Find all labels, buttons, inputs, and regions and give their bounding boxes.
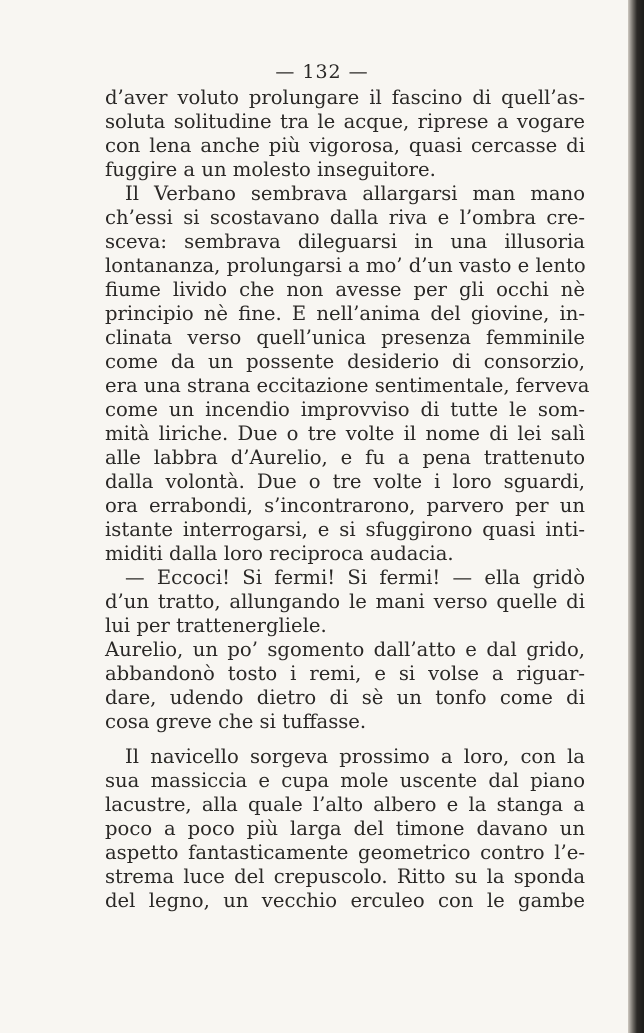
text-line: Il navicello sorgeva prossimo a loro, con la (125, 745, 585, 768)
text-line: aspetto fantasticamente geometrico contro l’e- (105, 841, 585, 864)
text-line: come da un possente desiderio di consorzio, (105, 350, 585, 373)
text-line: alle labbra d’Aurelio, e fu a pena trattenuto (105, 446, 585, 469)
text-line: clinata verso quell’unica presenza femminile (105, 326, 585, 349)
text-line: lontananza, prolungarsi a mo’ d’un vasto e lento (105, 254, 586, 277)
page-text-block (105, 86, 590, 913)
text-line: come un incendio improvviso di tutte le som- (105, 398, 585, 421)
page-number: — 132 — (275, 61, 369, 83)
text-line: d’aver voluto prolungare il fascino di quell’as- (105, 86, 585, 109)
text-line: principio nè fine. E nell’anima del giovine, in- (105, 302, 585, 325)
text-line: poco a poco più larga del timone davano un (105, 817, 585, 840)
text-line: sceva: sembrava dileguarsi in una illusoria (105, 230, 585, 253)
text-line: abbandonò tosto i remi, e si volse a riguar- (105, 662, 585, 685)
text-line: dalla volontà. Due o tre volte i loro sguardi, (105, 470, 585, 493)
text-line: d’un tratto, allungando le mani verso quelle di (105, 590, 585, 613)
text-line: lui per trattenergliele. (105, 614, 327, 637)
text-line: Aurelio, un po’ sgomento dall’atto e dal grido, (105, 638, 585, 661)
text-line: — Eccoci! Si fermi! Si fermi! — ella gridò (125, 566, 585, 589)
text-line: del legno, un vecchio erculeo con le gambe (105, 889, 585, 912)
text-line: lacustre, alla quale l’alto albero e la stanga a (105, 793, 585, 816)
text-line: Il Verbano sembrava allargarsi man mano (125, 182, 585, 205)
page-spine-shadow (628, 0, 644, 1033)
text-line: fiume livido che non avesse per gli occhi nè (105, 278, 585, 301)
text-line: era una strana eccitazione sentimentale, ferveva (105, 374, 590, 397)
text-line: cosa greve che si tuffasse. (105, 710, 367, 733)
text-line: ch’essi si scostavano dalla riva e l’ombra cre- (105, 206, 585, 229)
text-line: miditi dalla loro reciproca audacia. (105, 542, 454, 565)
paragraph-gap (105, 734, 585, 745)
text-line: con lena anche più vigorosa, quasi cercasse di (105, 134, 585, 157)
text-line: ora errabondi, s’incontrarono, parvero per un (105, 494, 585, 517)
text-line: istante interrogarsi, e si sfuggirono quasi inti- (105, 518, 585, 541)
text-line: mità liriche. Due o tre volte il nome di lei salì (105, 422, 585, 445)
text-line: sua massiccia e cupa mole uscente dal piano (105, 769, 585, 792)
text-line: soluta solitudine tra le acque, riprese a vogare (105, 110, 585, 133)
text-line: fuggire a un molesto inseguitore. (105, 158, 436, 181)
text-line: strema luce del crepuscolo. Ritto su la sponda (105, 865, 585, 888)
text-line: dare, udendo dietro di sè un tonfo come di (105, 686, 585, 709)
